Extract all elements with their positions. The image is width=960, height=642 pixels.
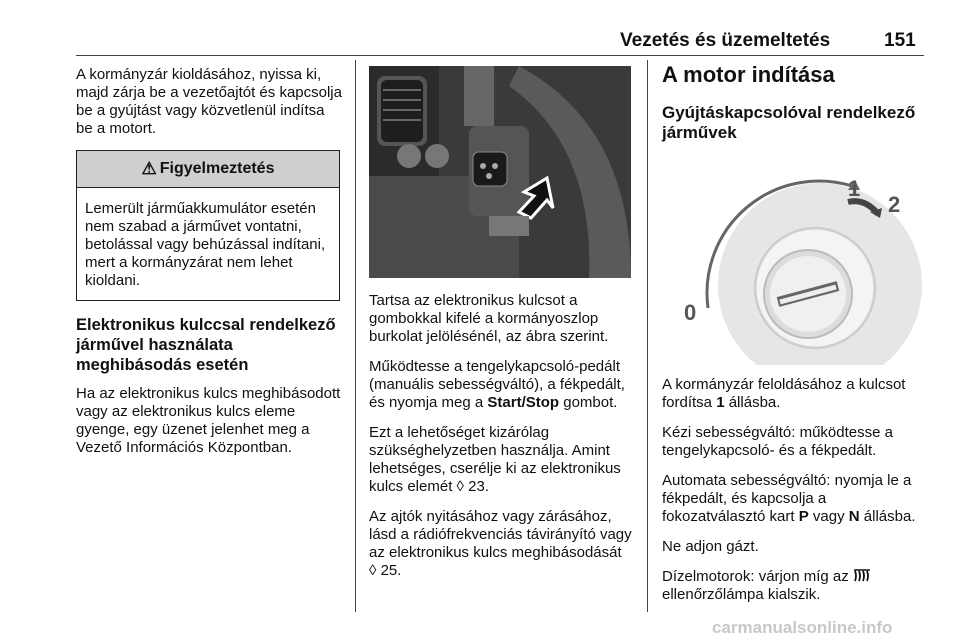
column-divider-right	[647, 60, 648, 612]
text-run: állásba.	[724, 394, 781, 411]
intro-paragraph: A kormányzár kioldásához, nyissa ki, majd zárja be a vezetőajtót és kapcsolja be a gyújtást vagy közvetlenül indítsa be a motort.	[76, 66, 342, 137]
col3-paragraph-5	[662, 568, 928, 604]
position-label-0: 0	[684, 300, 697, 325]
col3-paragraph-2: Kézi sebességváltó: működtesse a tengelykapcsoló- és a fékpedált.	[662, 424, 893, 459]
column-1	[76, 66, 344, 469]
column-3	[662, 376, 928, 616]
position-label-1: 1	[848, 176, 861, 201]
warning-title: Figyelmeztetés	[159, 160, 275, 177]
subsection-title-ignition: Gyújtáskapcsolóval rendelkező járművek	[662, 103, 916, 142]
text-run: A kormányzár feloldásához a kulcsot fordítsa	[662, 376, 906, 411]
col3-paragraph-3	[662, 472, 928, 526]
ignition-lock-diagram	[660, 160, 930, 365]
text-run: Automata sebességváltó: nyomja le a fékpedált, és kapcsolja a fokozatválasztó kart	[662, 472, 912, 525]
gear-p-label: P	[798, 508, 809, 525]
position-number: 1	[716, 394, 725, 411]
col3-paragraph-1	[662, 376, 928, 412]
column-divider-left	[355, 60, 356, 612]
col3-paragraph-4: Ne adjon gázt.	[662, 538, 759, 555]
col2-paragraph-4: Az ajtók nyitásához vagy zárásához, lásd a rádiófrekvenciás távirányító vagy az elektronikus kulcs meghibásodását ◊ 25.	[369, 508, 632, 579]
steering-column-photo	[369, 66, 631, 278]
col2-paragraph-1: Tartsa az elektronikus kulcsot a gombokkal kifelé a kormányoszlop burkolat jelölésénél, az ábra szerint.	[369, 292, 609, 345]
warning-icon: ⚠	[141, 159, 157, 178]
text-run: Működtesse a tengelykapcsoló-pedált (manuális sebességváltó), a fékpedált, és nyomja meg a	[369, 358, 625, 411]
position-label-2: 2	[888, 192, 901, 217]
text-run: ellenőrzőlámpa kialszik.	[662, 586, 821, 603]
section-title-engine-start: A motor indítása	[662, 62, 835, 87]
col2-paragraph-2	[369, 358, 633, 412]
column-2	[369, 292, 633, 592]
text-run: állásba.	[859, 508, 916, 525]
section-heading-electronic-key: Elektronikus kulccsal rendelkező járművel használata meghibásodás esetén	[76, 316, 336, 374]
page-header-title: Vezetés és üzemeltetés	[620, 30, 831, 51]
glow-plug-icon	[853, 568, 871, 585]
watermark: carmanualsonline.info	[712, 618, 893, 637]
warning-box	[76, 150, 340, 301]
text-run: vagy	[808, 508, 849, 525]
col2-paragraph-3: Ezt a lehetőséget kizárólag szükséghelyzetben használja. Amint lehetséges, cserélje ki az elektronikus kulcs elemét ◊ 23.	[369, 424, 621, 495]
text-run: gombot.	[559, 394, 618, 411]
header-rule	[76, 55, 924, 56]
page-number: 151	[884, 30, 916, 51]
warning-body: Lemerült járműakkumulátor esetén nem szabad a járművet vontatni, betolással vagy behúzással indítani, mert a kormányzárat nem lehet kioldani.	[85, 200, 326, 289]
electronic-key-paragraph: Ha az elektronikus kulcs meghibásodott vagy az elektronikus kulcs eleme gyenge, egy üzenet jelenhet meg a Vezető Információs Központban.	[76, 385, 341, 456]
start-stop-label: Start/Stop	[487, 394, 560, 411]
text-run: Dízelmotorok: várjon míg az	[662, 568, 853, 585]
gear-n-label: N	[848, 508, 860, 525]
warning-header	[77, 151, 339, 188]
